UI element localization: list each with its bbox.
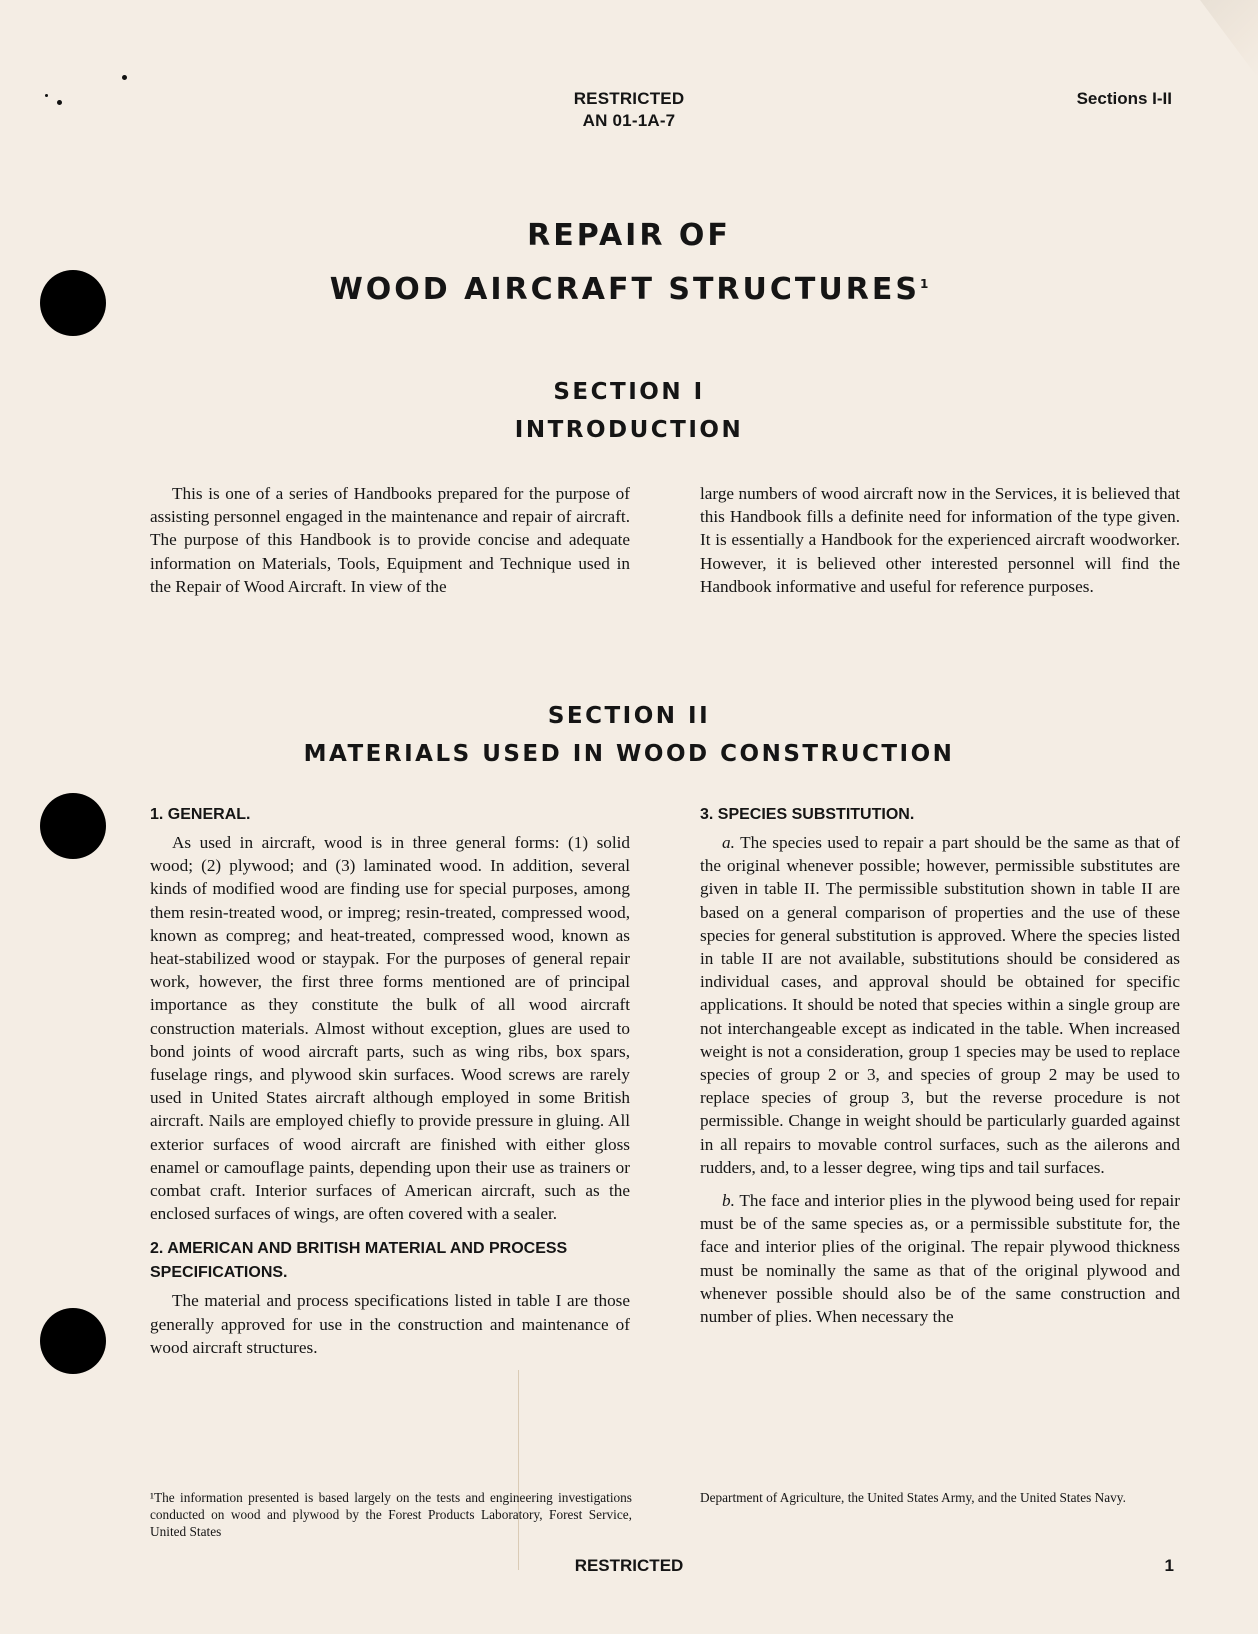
binder-hole	[40, 1308, 106, 1374]
paragraph-b-text: The face and interior plies in the plywood being used for repair must be of the same species as, or a permissible substitute for, the face and interior plies of the original. The repair plywood thickness must be nominally the same as that of the original plywood and whenever possible should also be of the same construction and number of plies. When necessary the	[700, 1191, 1180, 1327]
title-line-2-text: WOOD AIRCRAFT STRUCTURES	[329, 272, 920, 307]
page-header	[0, 88, 1258, 132]
footnote-left: ¹The information presented is based largely on the tests and engineering investigations conducted on wood and plywood by the Forest Products Laboratory, Forest Service, United States	[150, 1490, 632, 1539]
paragraph-b-label: b.	[722, 1191, 735, 1211]
document-number: AN 01-1A-7	[582, 111, 676, 130]
section-2-heading	[0, 697, 1258, 773]
page-title	[0, 212, 1258, 314]
section-1-label: SECTION I	[553, 379, 705, 405]
page-corner-fold	[1200, 0, 1258, 78]
footnote-right: Department of Agriculture, the United States Army, and the United States Navy.	[700, 1490, 1126, 1505]
intro-left-column	[150, 482, 630, 598]
specifications-paragraph: The material and process specifications listed in table I are those generally approved for use in the construction and maintenance of wood aircraft structures.	[150, 1291, 630, 1357]
intro-paragraph-left: This is one of a series of Handbooks prepared for the purpose of assisting personnel engaged in the maintenance and repair of aircraft. The purpose of this Handbook is to provide concise and adequate information on Materials, Tools, Equipment and Technique used in the Repair of Wood Aircraft. In view of the	[150, 484, 630, 596]
section-2-left-column	[150, 803, 630, 1359]
ink-speck	[122, 75, 127, 80]
section-2-label: SECTION II	[547, 703, 711, 729]
paragraph-a-label: a.	[722, 833, 735, 852]
substitution-paragraph-a	[700, 831, 1180, 1179]
section-2-right-column	[700, 803, 1180, 1328]
binder-hole	[40, 793, 106, 859]
title-line-2	[0, 260, 1258, 314]
page-number: 1	[1164, 1556, 1174, 1575]
title-line-1: REPAIR OF	[527, 218, 731, 253]
intro-right-column	[700, 482, 1180, 598]
paragraph-a-text: The species used to repair a part should be the same as that of the original whenever possible; however, permissible substitutes are given in table II. The permissible substitution shown in table II are based on a general comparison of properties and the use of these species for general substitution is approved. Where the species listed in table II are not available, substitutions should be considered as individual cases, and approval should be obtained for specific applications. It should be noted that species within a single group are not interchangeable except as indicated in the table. When increased weight is not a consideration, group 1 species may be used to replace species of group 2 or 3, and species of group 2 may be used to replace species of group 3, but the reverse procedure is not permissible. Change in weight should be particularly guarded against in all repairs to movable control surfaces, such as the ailerons and rudders, and, to a lesser degree, wing tips and tail surfaces.	[700, 833, 1180, 1177]
section-1-heading	[0, 373, 1258, 449]
header-sections: Sections I-II	[1076, 89, 1172, 108]
specifications-heading: 2. AMERICAN AND BRITISH MATERIAL AND PROCESS SPECIFICATIONS.	[150, 1240, 568, 1282]
intro-paragraph-right: large numbers of wood aircraft now in the Services, it is believed that this Handbook fills a definite need for information of the type given. It is essentially a Handbook for the experienced aircraft woodworker. However, it is believed other interested personnel will find the Handbook informative and useful for reference purposes.	[700, 484, 1180, 596]
footer-restricted: RESTRICTED	[574, 1556, 684, 1575]
substitution-heading: 3. SPECIES SUBSTITUTION.	[700, 806, 915, 823]
page-crease	[518, 1370, 519, 1570]
general-heading: 1. GENERAL.	[150, 806, 251, 823]
section-1-title: INTRODUCTION	[514, 417, 744, 443]
general-paragraph: As used in aircraft, wood is in three general forms: (1) solid wood; (2) plywood; and (3) laminated wood. In addition, several kinds of modified wood are finding use for special purposes, among them resin-treated wood, or impreg; resin-treated, compressed wood, known as compreg; and heat-treated, compressed wood, known as heat-stabilized wood or staypak. For the purposes of general repair work, however, the first three forms mentioned are of principal importance as they constitute the bulk of all wood aircraft construction materials. Almost without exception, glues are used to bond joints of wood aircraft parts, such as wing ribs, box spars, fuselage rings, and plywood skin surfaces. Wood screws are rarely used in United States aircraft although employed in some British aircraft. Nails are employed chiefly to provide pressure in gluing. All exterior surfaces of wood aircraft are finished with either gloss enamel or camouflage paints, depending upon their use as trainers or combat craft. Interior surfaces of American aircraft, such as the enclosed surfaces of wings, are often covered with a sealer.	[150, 833, 630, 1224]
title-footnote-marker: 1	[919, 277, 929, 291]
section-2-title: MATERIALS USED IN WOOD CONSTRUCTION	[303, 741, 955, 767]
header-restricted: RESTRICTED	[573, 89, 685, 108]
substitution-paragraph-b	[700, 1189, 1180, 1328]
